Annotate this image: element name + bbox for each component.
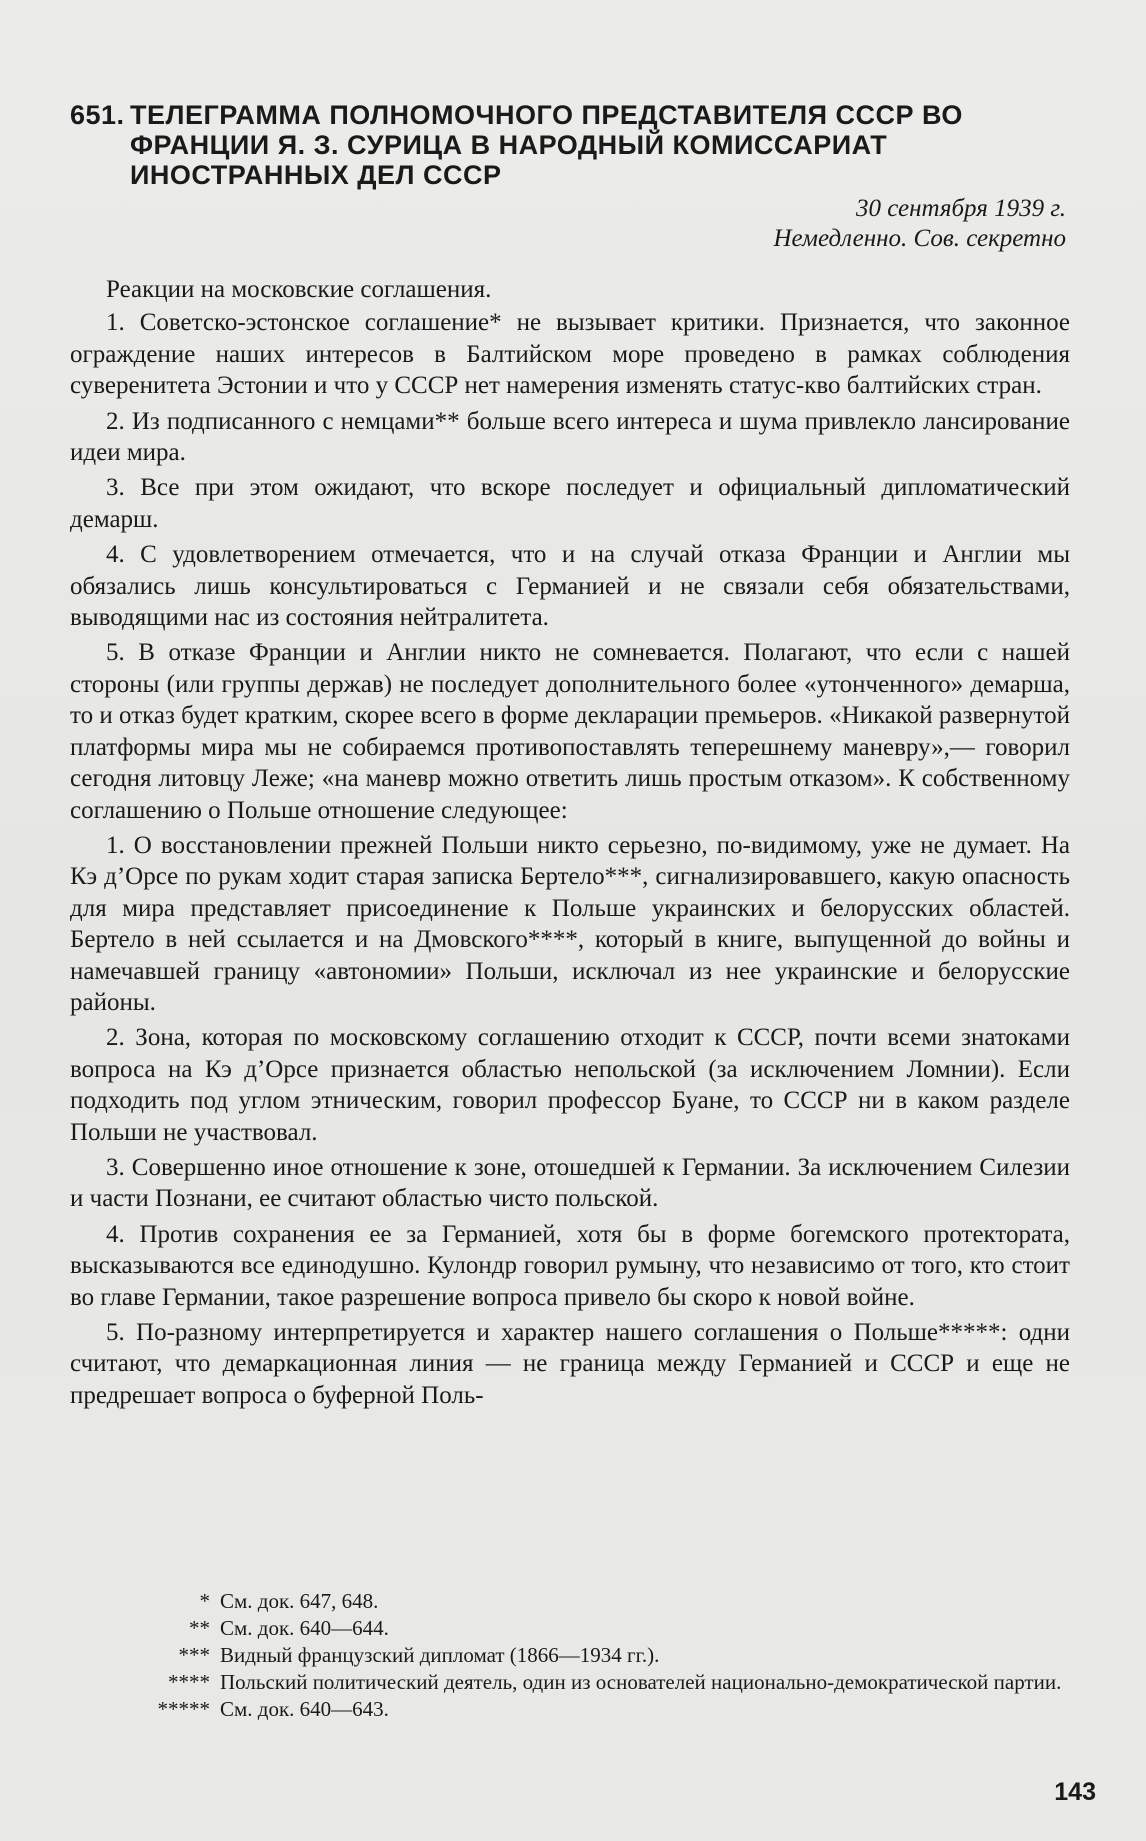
document-date: 30 сентября 1939 г. xyxy=(855,195,1066,222)
footnote-mark: *** xyxy=(178,1643,210,1667)
footnote xyxy=(70,1615,1070,1642)
footnote-text: Видный французский дипломат (1866—1934 гг.). xyxy=(220,1643,660,1667)
document-number: 651. xyxy=(70,100,125,130)
footnote-mark: * xyxy=(199,1589,210,1613)
footnote xyxy=(70,1642,1070,1669)
paragraph: 3. Все при этом ожидают, что вскоре последует и официальный дипломатический демарш. xyxy=(70,474,1070,533)
footnote-text: См. док. 640—643. xyxy=(220,1697,389,1721)
paragraph: 4. С удовлетворением отмечается, что и на случай отказа Франции и Англии мы обязались лишь консультироваться с Германией и не связали себя обязательствами, выводящими нас из состояния нейтралитета. xyxy=(70,541,1070,632)
footnote-text: См. док. 647, 648. xyxy=(220,1589,379,1613)
footnote xyxy=(70,1669,1070,1696)
document-title: ТЕЛЕГРАММА ПОЛНОМОЧНОГО ПРЕДСТАВИТЕЛЯ СССР ВО ФРАНЦИИ Я. З. СУРИЦА В НАРОДНЫЙ КОМИССАРИАТ ИНОСТРАННЫХ ДЕЛ СССР xyxy=(130,100,963,190)
document-classification: Немедленно. Сов. секретно xyxy=(773,225,1066,252)
document-body xyxy=(70,100,1070,1415)
paragraph: Реакции на московские соглашения. xyxy=(106,276,492,303)
paragraph: 2. Из подписанного с немцами** больше всего интереса и шума привлекло лансирование идеи мира. xyxy=(70,407,1070,467)
footnote-mark: ***** xyxy=(157,1697,210,1721)
paragraph: 5. По-разному интерпретируется и характер нашего соглашения о Польше*****: одни считают, что демаркационная линия — не граница между Германией и СССР и еще не предрешает вопроса о буферной Поль- xyxy=(70,1319,1070,1409)
paragraph: 4. Против сохранения ее за Германией, хотя бы в форме богемского протектората, высказываются все единодушно. Кулондр говорил румыну, что независимо от того, кто стоит во главе Германии, такое разрешение вопроса привело бы скоро к новой войне. xyxy=(70,1220,1070,1311)
footnote-text: Польский политический деятель, один из основателей национально-демократической партии. xyxy=(220,1670,1062,1694)
paragraph: 1. О восстановлении прежней Польши никто серьезно, по-видимому, уже не думает. На Кэ д’Орсе по рукам ходит старая записка Бертело***, сигнализировавшего, какую опасность для мира представляет присоединение к Польше украинских и белорусских областей. Бертело в ней ссылается и на Дмовского****, который в книге, выпущенной до войны и намечавшей границу «автономии» Польши, исключал из нее украинские и белорусские районы. xyxy=(70,831,1070,1016)
footnote-mark: **** xyxy=(168,1670,210,1694)
footnote xyxy=(70,1696,1070,1723)
paragraph: 2. Зона, которая по московскому соглашению отходит к СССР, почти всеми знатоками вопроса на Кэ д’Орсе признается областью непольской (за исключением Ломнии). Если подходить под углом этническим, говорил профессор Буане, то СССР ни в каком разделе Польши не участвовал. xyxy=(70,1024,1070,1146)
document-meta xyxy=(70,194,1070,254)
document-heading xyxy=(70,100,1070,190)
footnote-text: См. док. 640—644. xyxy=(220,1616,389,1640)
footnotes xyxy=(70,1588,1070,1723)
footnote-mark: ** xyxy=(189,1616,210,1640)
footnote xyxy=(70,1588,1070,1615)
paragraph: 5. В отказе Франции и Англии никто не сомневается. Полагают, что если с нашей стороны (или группы держав) не последует дополнительного более «утонченного» демарша, то и отказ будет кратким, скорее всего в форме декларации премьеров. «Никакой развернутой платформы мира мы не собираемся противопоставлять теперешнему маневру»,— говорил сегодня литовцу Леже; «на маневр можно ответить лишь простым отказом». К собственному соглашению о Польше отношение следующее: xyxy=(70,639,1070,824)
telegram-text xyxy=(70,274,1070,1411)
page-number: 143 xyxy=(1054,1778,1096,1806)
paragraph: 3. Совершенно иное отношение к зоне, отошедшей к Германии. За исключением Силезии и части Познани, ее считают областью чисто польской. xyxy=(70,1153,1070,1213)
paragraph: 1. Советско-эстонское соглашение* не вызывает критики. Признается, что законное ограждение наших интересов в Балтийском море проведено в рамках соблюдения суверенитета Эстонии и что у СССР нет намерения изменять статус-кво балтийских стран. xyxy=(70,309,1070,400)
